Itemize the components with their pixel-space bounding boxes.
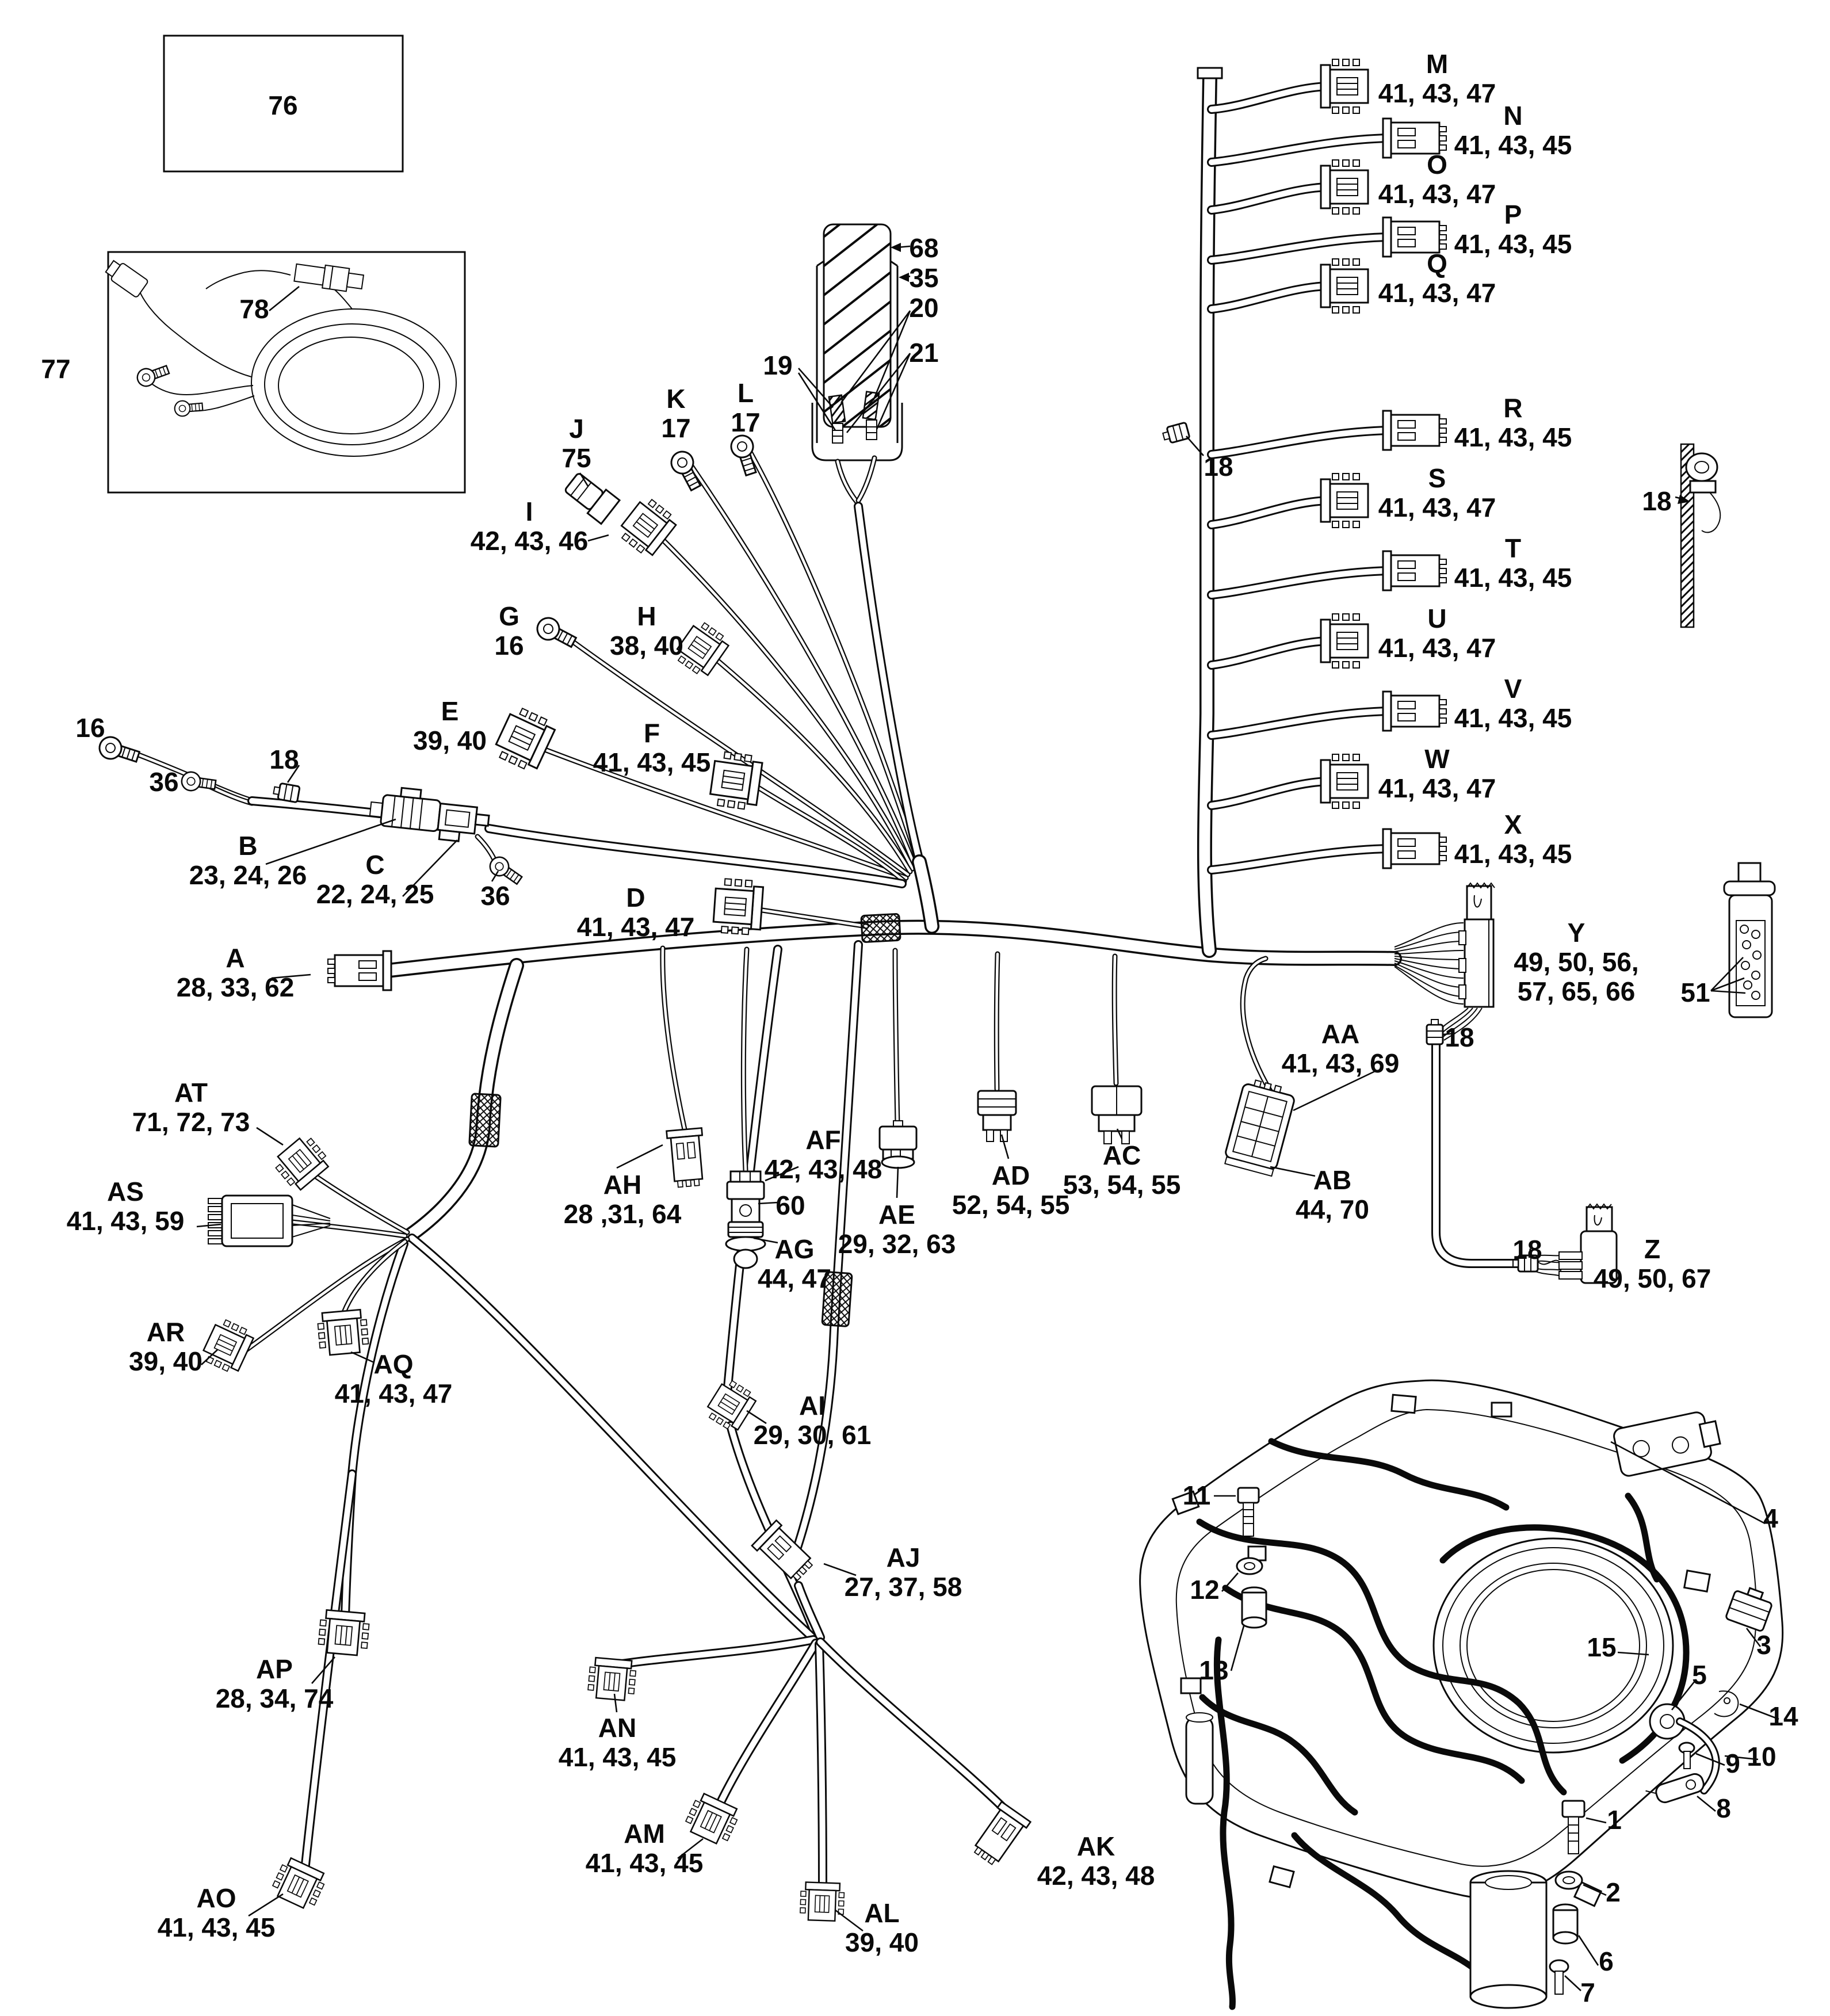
label-14-ref: 14 xyxy=(1768,1701,1798,1731)
label-conn-AG-ref: AG xyxy=(774,1234,815,1264)
label-conn-Q-parts: 41, 43, 47 xyxy=(1378,278,1496,308)
label-conn-AF-parts: 42, 43, 48 xyxy=(764,1154,882,1184)
label-conn-AO-parts: 41, 43, 45 xyxy=(157,1912,276,1942)
label-conn-L-parts: 17 xyxy=(731,407,761,437)
label-78-ref: 78 xyxy=(239,294,269,324)
label-conn-AB-ref: AB xyxy=(1313,1165,1352,1195)
label-conn-I-ref: I xyxy=(525,497,533,526)
label-conn-P-ref: P xyxy=(1504,200,1522,230)
connector-AQ xyxy=(317,1309,369,1356)
label-conn-AL-parts: 39, 40 xyxy=(845,1927,919,1957)
label-conn-Y-parts-2: 57, 65, 66 xyxy=(1517,976,1636,1006)
label-13-ref: 13 xyxy=(1199,1655,1229,1685)
label-conn-J-ref: J xyxy=(569,414,584,444)
label-7-ref: 7 xyxy=(1580,1977,1595,2007)
part-14-hook xyxy=(1714,1691,1738,1716)
label-conn-AS-parts: 41, 43, 59 xyxy=(66,1206,185,1236)
label-conn-AQ-parts: 41, 43, 47 xyxy=(334,1379,453,1408)
label-conn-B-parts: 23, 24, 26 xyxy=(189,860,307,890)
label-conn-Z-parts: 49, 50, 67 xyxy=(1593,1263,1711,1293)
label-2-ref: 2 xyxy=(1606,1877,1621,1907)
label-conn-E-parts: 39, 40 xyxy=(413,726,487,755)
label-8-ref: 8 xyxy=(1716,1793,1731,1823)
label-15-ref: 15 xyxy=(1587,1632,1617,1662)
label-conn-N-ref: N xyxy=(1503,101,1523,131)
label-1-ref: 1 xyxy=(1607,1805,1622,1835)
label-conn-AT-parts: 71, 72, 73 xyxy=(132,1107,250,1137)
label-conn-AA-ref: AA xyxy=(1321,1019,1360,1049)
label-conn-AK-ref: AK xyxy=(1076,1831,1115,1861)
connector-AJ xyxy=(752,1520,817,1585)
connector-A xyxy=(328,951,391,990)
label-conn-G-ref: G xyxy=(499,601,519,631)
label-4-ref: 4 xyxy=(1763,1503,1778,1533)
label-conn-P-parts: 41, 43, 45 xyxy=(1454,229,1572,259)
label-conn-M-ref: M xyxy=(1426,49,1449,79)
label-conn-AM-parts: 41, 43, 45 xyxy=(585,1848,704,1878)
label-conn-U-ref: U xyxy=(1427,604,1447,633)
clamp-18-standalone xyxy=(1681,444,1720,627)
label-35-ref: 35 xyxy=(909,263,939,293)
label-conn-V-parts: 41, 43, 45 xyxy=(1454,703,1572,733)
label-conn-T-ref: T xyxy=(1504,533,1522,563)
label-conn-Z-ref: Z xyxy=(1644,1234,1661,1264)
fuse-terminal-right xyxy=(863,392,879,440)
connector-AP xyxy=(318,1610,370,1656)
label-conn-AO-ref: AO xyxy=(196,1883,236,1913)
part-11-bolt xyxy=(1238,1488,1259,1536)
label-conn-N-parts: 41, 43, 45 xyxy=(1454,130,1572,160)
label-conn-W-ref: W xyxy=(1424,744,1450,774)
label-conn-A-ref: A xyxy=(226,943,245,973)
label-9-ref: 9 xyxy=(1725,1748,1740,1778)
label-conn-AH-ref: AH xyxy=(603,1170,642,1200)
connector-M xyxy=(1321,59,1368,113)
ring-terminal-36-left xyxy=(181,771,217,794)
connector-S xyxy=(1321,474,1368,528)
connector-51 xyxy=(1711,863,1775,1017)
fuse-terminal-left xyxy=(829,395,845,443)
connector-AR xyxy=(200,1317,255,1376)
connector-AK xyxy=(969,1802,1030,1869)
label-conn-AN-ref: AN xyxy=(598,1713,637,1743)
label-conn-K-parts: 17 xyxy=(661,413,691,443)
connector-W xyxy=(1321,754,1368,808)
label-conn-O-ref: O xyxy=(1427,150,1447,180)
label-conn-H-ref: H xyxy=(637,601,656,631)
clip-18-yz xyxy=(1427,1020,1443,1044)
engine-assembly xyxy=(1140,1380,1783,2008)
label-conn-K-ref: K xyxy=(666,384,686,414)
label-conn-AK-parts: 42, 43, 48 xyxy=(1037,1861,1155,1891)
label-conn-C-ref: C xyxy=(365,850,385,880)
label-conn-AQ-ref: AQ xyxy=(373,1349,414,1379)
label-conn-D-ref: D xyxy=(626,883,645,912)
connector-J xyxy=(562,470,620,524)
label-conn-R-parts: 41, 43, 45 xyxy=(1454,422,1572,452)
connector-AG-AF-60 xyxy=(726,1171,765,1268)
label-conn-AH-parts: 28 ,31, 64 xyxy=(563,1199,682,1229)
label-conn-Y-parts: 49, 50, 56, xyxy=(1514,947,1639,977)
connector-AC xyxy=(1092,1086,1141,1144)
label-conn-J-parts: 75 xyxy=(561,443,591,473)
part-6-bushing xyxy=(1553,1904,1577,1944)
ring-terminal-K xyxy=(667,448,705,493)
label-conn-G-parts: 16 xyxy=(494,631,524,660)
label-conn-AG-parts: 44, 47 xyxy=(758,1263,831,1293)
label-conn-Y-ref: Y xyxy=(1567,918,1586,948)
ring-terminal-L xyxy=(728,433,761,477)
connector-AL xyxy=(800,1882,844,1921)
label-68-ref: 68 xyxy=(909,233,939,263)
label-5-ref: 5 xyxy=(1692,1660,1707,1690)
label-conn-F-parts: 41, 43, 45 xyxy=(593,747,711,777)
label-conn-H-parts: 38, 40 xyxy=(610,631,683,660)
label-conn-AF-ref: AF xyxy=(805,1125,841,1155)
label-11-ref: 11 xyxy=(1182,1480,1211,1510)
connector-O xyxy=(1321,160,1368,214)
ecu-connector-Y xyxy=(1395,883,1495,1040)
connector-AN xyxy=(587,1657,637,1701)
connector-AD xyxy=(978,1091,1016,1141)
label-12-ref: 12 xyxy=(1190,1575,1220,1605)
ring-terminal-G xyxy=(533,614,579,652)
connector-E xyxy=(492,705,557,774)
label-18-z-ref: 18 xyxy=(1512,1235,1542,1265)
label-conn-I-parts: 42, 43, 46 xyxy=(470,526,589,556)
connector-R xyxy=(1383,411,1446,450)
label-conn-E-ref: E xyxy=(441,696,459,726)
kit-box-76 xyxy=(164,36,403,171)
label-conn-AJ-parts: 27, 37, 58 xyxy=(844,1572,962,1602)
connector-X xyxy=(1383,829,1446,868)
label-16-left-ref: 16 xyxy=(75,713,105,743)
connector-AM xyxy=(683,1792,742,1847)
label-conn-M-parts: 41, 43, 47 xyxy=(1378,78,1496,108)
label-conn-AR-ref: AR xyxy=(146,1317,185,1347)
y-to-z-cable xyxy=(1436,1036,1562,1276)
label-conn-Q-ref: Q xyxy=(1427,249,1447,278)
upper-branches xyxy=(489,450,932,926)
engine-harness-tangle xyxy=(1199,1441,1686,2007)
label-conn-O-parts: 41, 43, 47 xyxy=(1378,179,1496,209)
part-2-washer xyxy=(1556,1872,1582,1889)
label-conn-AM-ref: AM xyxy=(624,1819,665,1849)
connector-AS xyxy=(208,1196,330,1246)
fuse-holder-BC xyxy=(368,785,491,844)
label-conn-AJ-ref: AJ xyxy=(886,1542,920,1572)
label-conn-AI-parts: 29, 30, 61 xyxy=(753,1420,872,1450)
connector-V xyxy=(1383,692,1446,731)
label-conn-AI-ref: AI xyxy=(799,1391,826,1421)
connector-Z xyxy=(1559,1204,1617,1283)
label-51-ref: 51 xyxy=(1680,978,1710,1007)
label-conn-AD-parts: 52, 54, 55 xyxy=(952,1190,1070,1220)
connector-AE xyxy=(880,1121,916,1168)
connector-N xyxy=(1383,119,1446,158)
label-conn-F-ref: F xyxy=(643,718,660,748)
label-conn-L-ref: L xyxy=(737,378,754,408)
label-conn-U-parts: 41, 43, 47 xyxy=(1378,633,1496,663)
label-76-ref: 76 xyxy=(268,90,298,120)
label-conn-AC-parts: 53, 54, 55 xyxy=(1063,1170,1181,1200)
label-conn-W-parts: 41, 43, 47 xyxy=(1378,773,1496,803)
label-conn-AL-ref: AL xyxy=(864,1898,900,1928)
part-3-plug xyxy=(1725,1584,1775,1632)
label-conn-AB-parts: 44, 70 xyxy=(1296,1194,1369,1224)
label-conn-AT-ref: AT xyxy=(174,1078,208,1108)
label-conn-AC-ref: AC xyxy=(1102,1140,1141,1170)
kit-box-77 xyxy=(104,252,465,492)
bottom-fanout xyxy=(614,1640,1013,1887)
part-13-bushing xyxy=(1242,1587,1266,1628)
label-conn-AE-ref: AE xyxy=(878,1200,915,1230)
connector-AO xyxy=(270,1856,328,1912)
label-conn-S-parts: 41, 43, 47 xyxy=(1378,492,1496,522)
connector-H xyxy=(672,618,731,679)
label-conn-AE-parts: 29, 32, 63 xyxy=(838,1229,956,1259)
label-conn-X-ref: X xyxy=(1504,810,1522,839)
connector-F xyxy=(709,751,763,811)
label-conn-C-parts: 22, 24, 25 xyxy=(316,879,434,909)
label-conn-AN-parts: 41, 43, 45 xyxy=(558,1742,677,1772)
label-3-ref: 3 xyxy=(1756,1630,1771,1660)
label-21-ref: 21 xyxy=(909,338,939,368)
label-conn-AS-ref: AS xyxy=(107,1177,144,1206)
clip-18-column xyxy=(1162,422,1190,444)
label-conn-A-parts: 28, 33, 62 xyxy=(176,972,295,1002)
right-column-trunk xyxy=(1198,68,1222,950)
label-conn-S-ref: S xyxy=(1428,463,1446,493)
part-12-washer xyxy=(1237,1558,1262,1574)
label-conn-AP-parts: 28, 34, 74 xyxy=(215,1683,334,1713)
label-10-ref: 10 xyxy=(1747,1742,1776,1771)
connector-Q xyxy=(1321,259,1368,313)
inline-connector-78 xyxy=(294,261,364,293)
label-20-ref: 20 xyxy=(909,293,939,323)
label-19-ref: 19 xyxy=(763,350,793,380)
label-18-yz-ref: 18 xyxy=(1445,1022,1474,1052)
connector-AH xyxy=(667,1128,707,1188)
connector-AA-AB xyxy=(1222,1078,1297,1177)
label-18-left-ref: 18 xyxy=(269,744,299,774)
label-36-left-ref: 36 xyxy=(149,767,179,797)
connector-U xyxy=(1321,614,1368,668)
connector-D xyxy=(713,878,763,935)
label-conn-X-parts: 41, 43, 45 xyxy=(1454,839,1572,869)
label-60-ref: 60 xyxy=(775,1190,805,1220)
label-18-column-ref: 18 xyxy=(1204,452,1233,482)
label-6-ref: 6 xyxy=(1599,1946,1614,1976)
label-conn-D-parts: 41, 43, 47 xyxy=(576,912,695,942)
connector-P xyxy=(1383,217,1446,257)
label-conn-AR-parts: 39, 40 xyxy=(129,1346,203,1376)
ring-terminal-16 xyxy=(97,734,141,767)
clip-18-z xyxy=(1513,1255,1538,1272)
label-36-right-ref: 36 xyxy=(480,881,510,911)
coiled-harness-77 xyxy=(104,258,456,456)
label-conn-AD-ref: AD xyxy=(991,1160,1030,1190)
label-18-clamp-ref: 18 xyxy=(1642,486,1672,516)
label-conn-AP-ref: AP xyxy=(256,1654,293,1684)
label-conn-T-parts: 41, 43, 45 xyxy=(1454,563,1572,593)
label-77-ref: 77 xyxy=(41,354,71,384)
label-conn-AA-parts: 41, 43, 69 xyxy=(1281,1048,1400,1078)
label-conn-B-ref: B xyxy=(238,831,258,861)
label-conn-V-ref: V xyxy=(1504,674,1522,704)
connector-T xyxy=(1383,551,1446,590)
label-conn-R-ref: R xyxy=(1503,393,1523,423)
